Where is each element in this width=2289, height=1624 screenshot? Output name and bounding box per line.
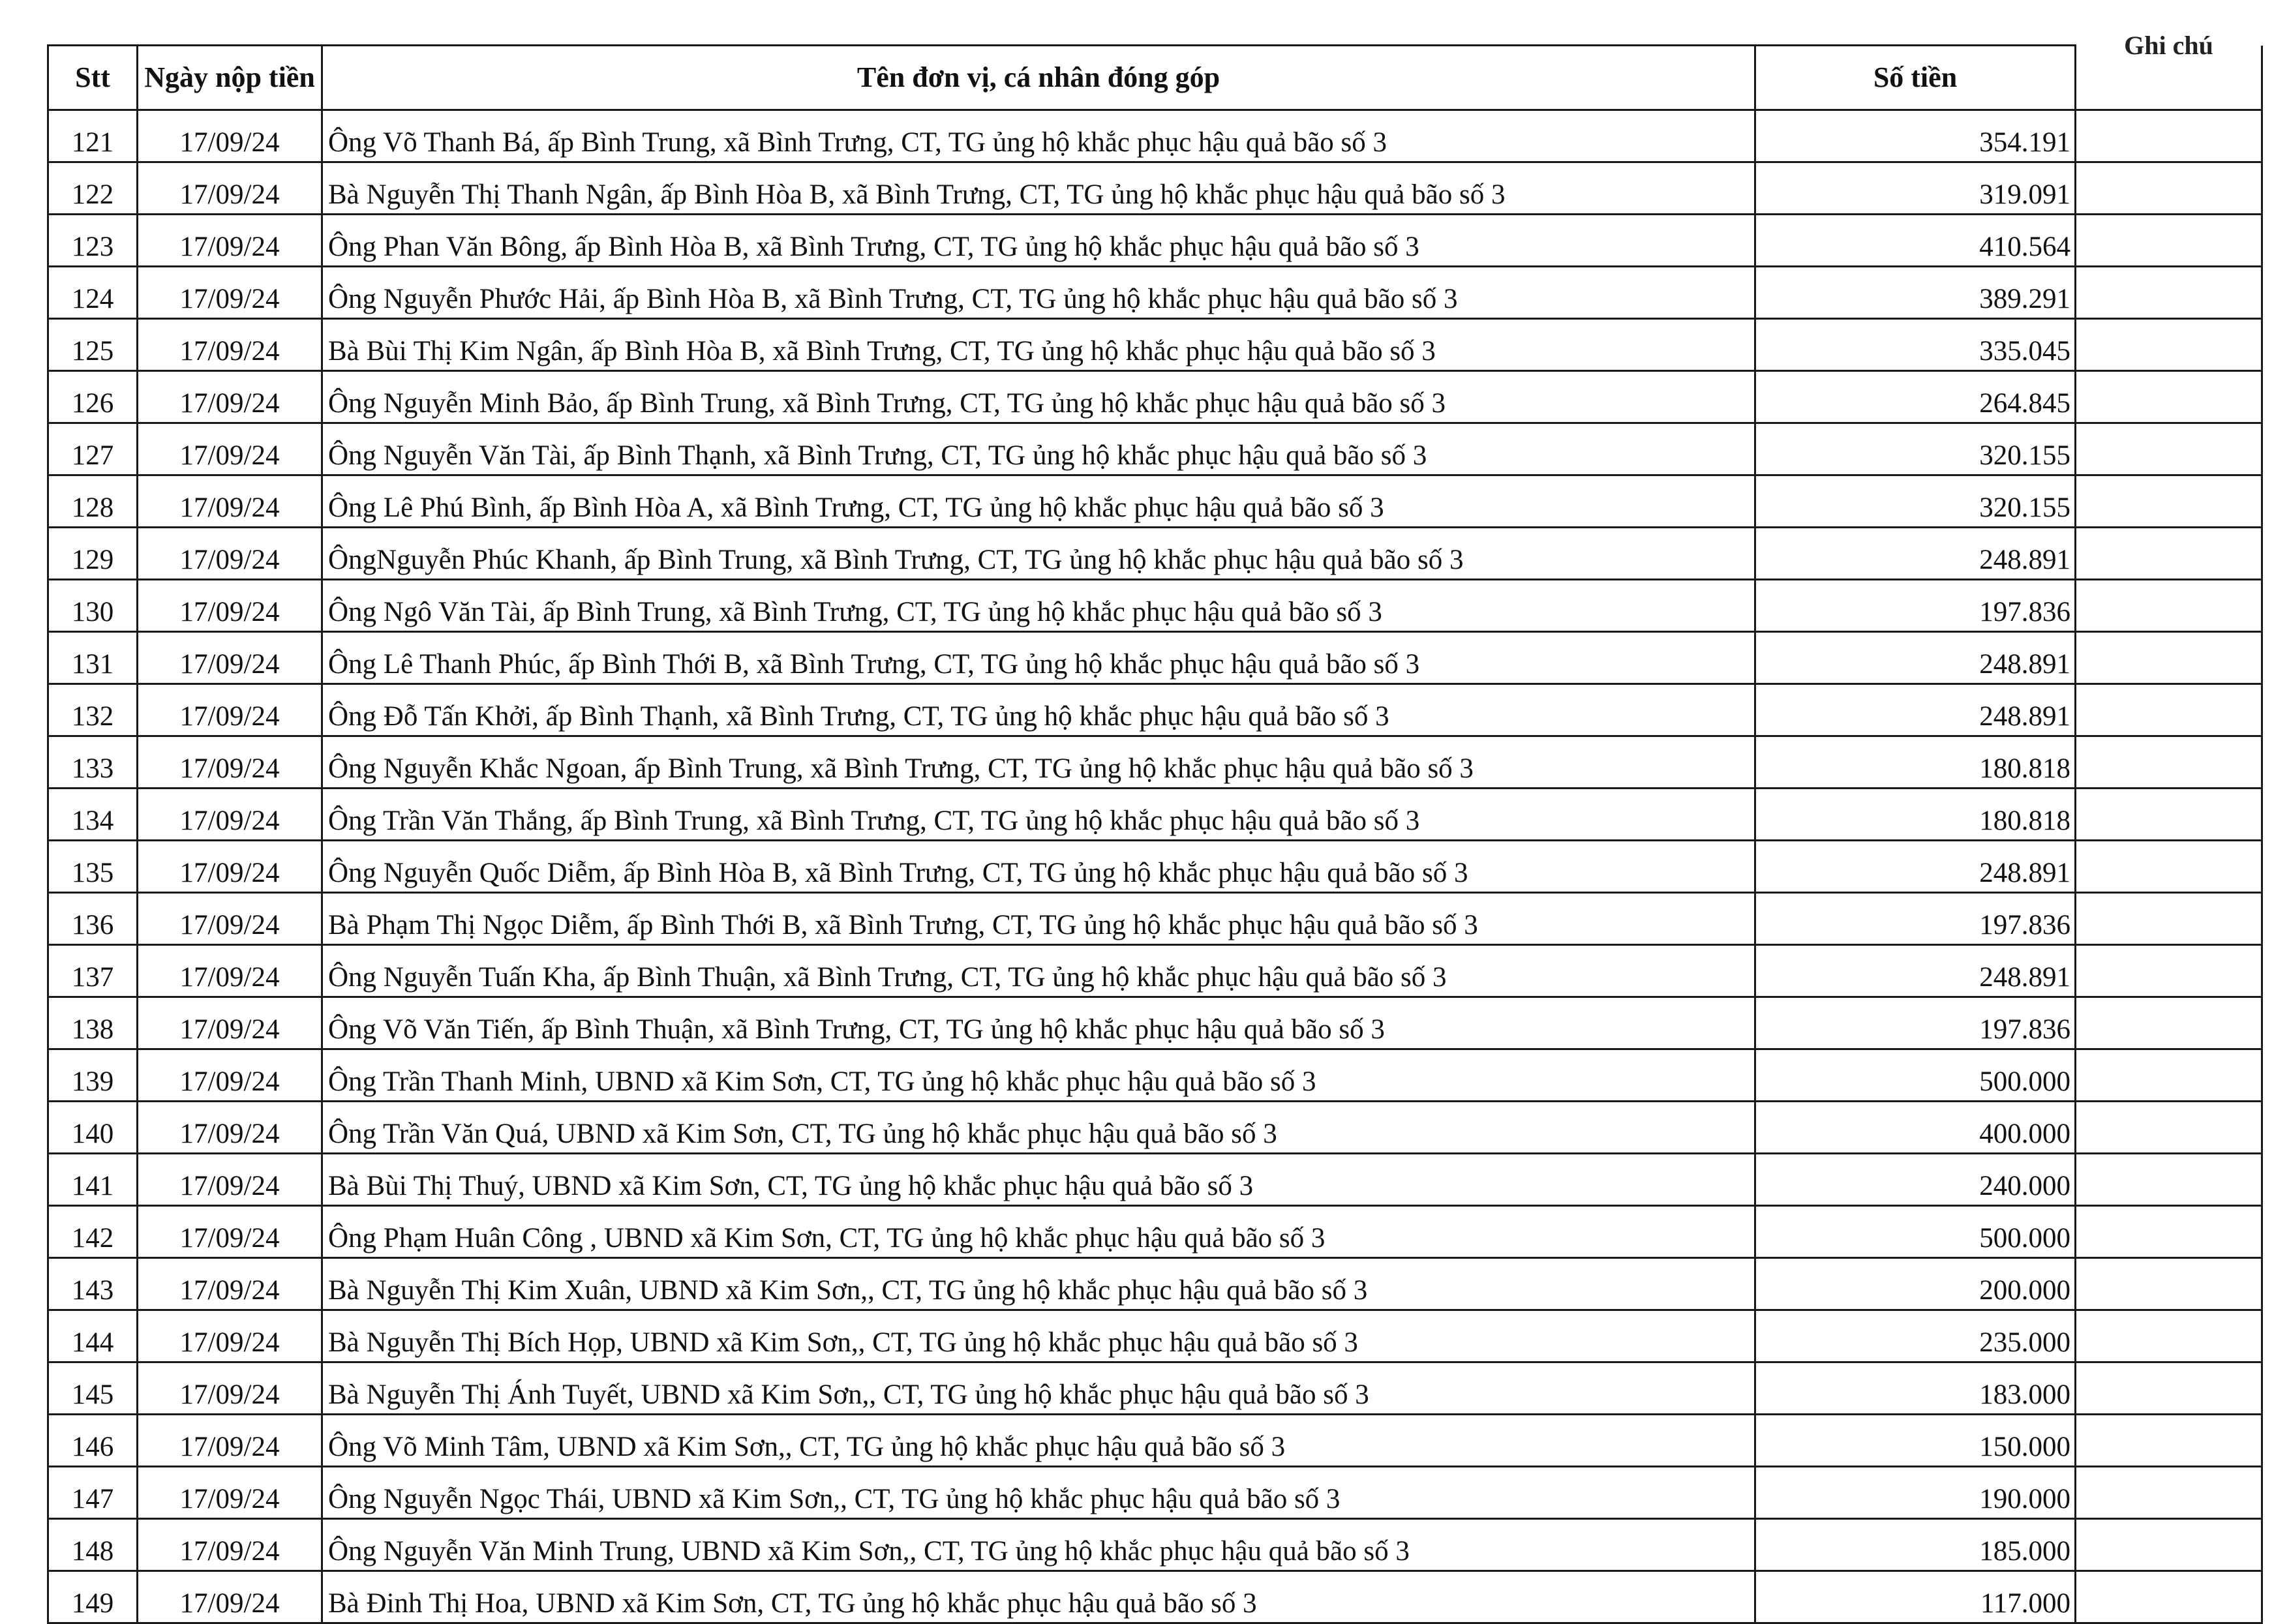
row-stt: 140 — [48, 1102, 138, 1154]
row-amount: 197.836 — [1755, 997, 2076, 1049]
table-row — [48, 580, 2262, 632]
row-name: Bà Bùi Thị Kim Ngân, ấp Bình Hòa B, xã Bình Trưng, CT, TG ủng hộ khắc phục hậu quả bão số 3 — [322, 319, 1755, 371]
row-stt: 144 — [48, 1310, 138, 1362]
row-name: Ông Võ Minh Tâm, UBND xã Kim Sơn,, CT, TG ủng hộ khắc phục hậu quả bão số 3 — [322, 1415, 1755, 1467]
row-note — [2076, 893, 2262, 945]
row-amount: 248.891 — [1755, 684, 2076, 736]
row-stt: 134 — [48, 789, 138, 841]
donation-ledger-page — [47, 30, 2261, 1624]
row-stt: 139 — [48, 1049, 138, 1102]
row-amount: 389.291 — [1755, 267, 2076, 319]
table-row — [48, 319, 2262, 371]
row-stt: 131 — [48, 632, 138, 684]
row-date: 17/09/24 — [138, 1102, 322, 1154]
row-name: Ông Nguyễn Khắc Ngoan, ấp Bình Trung, xã Bình Trưng, CT, TG ủng hộ khắc phục hậu quả bão số 3 — [322, 736, 1755, 789]
row-stt: 149 — [48, 1571, 138, 1623]
row-note — [2076, 423, 2262, 475]
row-stt: 136 — [48, 893, 138, 945]
table-row — [48, 267, 2262, 319]
row-name: Ông Nguyễn Văn Minh Trung, UBND xã Kim Sơn,, CT, TG ủng hộ khắc phục hậu quả bão số 3 — [322, 1519, 1755, 1571]
row-date: 17/09/24 — [138, 371, 322, 423]
row-name: Ông Lê Phú Bình, ấp Bình Hòa A, xã Bình Trưng, CT, TG ủng hộ khắc phục hậu quả bão số 3 — [322, 475, 1755, 528]
row-stt: 130 — [48, 580, 138, 632]
row-amount: 248.891 — [1755, 528, 2076, 580]
row-name: Ông Phan Văn Bông, ấp Bình Hòa B, xã Bình Trưng, CT, TG ủng hộ khắc phục hậu quả bão số 3 — [322, 215, 1755, 267]
table-row — [48, 1206, 2262, 1258]
row-name: Ông Nguyễn Ngọc Thái, UBND xã Kim Sơn,, CT, TG ủng hộ khắc phục hậu quả bão số 3 — [322, 1467, 1755, 1519]
table-row — [48, 632, 2262, 684]
row-stt: 143 — [48, 1258, 138, 1310]
table-row — [48, 110, 2262, 162]
row-note — [2076, 267, 2262, 319]
row-date: 17/09/24 — [138, 580, 322, 632]
header-date: Ngày nộp tiền — [138, 46, 322, 110]
row-stt: 127 — [48, 423, 138, 475]
row-note — [2076, 215, 2262, 267]
row-name: Bà Bùi Thị Thuý, UBND xã Kim Sơn, CT, TG ủng hộ khắc phục hậu quả bão số 3 — [322, 1154, 1755, 1206]
row-date: 17/09/24 — [138, 1154, 322, 1206]
table-header-row — [48, 46, 2262, 110]
row-stt: 138 — [48, 997, 138, 1049]
row-date: 17/09/24 — [138, 997, 322, 1049]
table-row — [48, 162, 2262, 215]
row-amount: 183.000 — [1755, 1362, 2076, 1415]
row-note — [2076, 1049, 2262, 1102]
table-row — [48, 475, 2262, 528]
row-note — [2076, 580, 2262, 632]
row-note — [2076, 319, 2262, 371]
row-name: Ông Trần Văn Thắng, ấp Bình Trung, xã Bình Trưng, CT, TG ủng hộ khắc phục hậu quả bão số 3 — [322, 789, 1755, 841]
row-amount: 180.818 — [1755, 736, 2076, 789]
row-date: 17/09/24 — [138, 1362, 322, 1415]
table-row — [48, 1154, 2262, 1206]
table-row — [48, 1519, 2262, 1571]
row-name: Ông Phạm Huân Công , UBND xã Kim Sơn, CT, TG ủng hộ khắc phục hậu quả bão số 3 — [322, 1206, 1755, 1258]
row-amount: 197.836 — [1755, 893, 2076, 945]
row-name: Ông Võ Văn Tiến, ấp Bình Thuận, xã Bình Trưng, CT, TG ủng hộ khắc phục hậu quả bão số 3 — [322, 997, 1755, 1049]
row-date: 17/09/24 — [138, 110, 322, 162]
row-amount: 180.818 — [1755, 789, 2076, 841]
header-note — [2076, 30, 2262, 110]
row-amount: 200.000 — [1755, 1258, 2076, 1310]
row-note — [2076, 162, 2262, 215]
table-row — [48, 841, 2262, 893]
row-stt: 141 — [48, 1154, 138, 1206]
table-row — [48, 371, 2262, 423]
row-name: Ông Nguyễn Quốc Diễm, ấp Bình Hòa B, xã Bình Trưng, CT, TG ủng hộ khắc phục hậu quả bão số 3 — [322, 841, 1755, 893]
row-stt: 142 — [48, 1206, 138, 1258]
row-amount: 248.891 — [1755, 945, 2076, 997]
row-note — [2076, 841, 2262, 893]
row-amount: 190.000 — [1755, 1467, 2076, 1519]
row-amount: 500.000 — [1755, 1206, 2076, 1258]
row-amount: 185.000 — [1755, 1519, 2076, 1571]
row-date: 17/09/24 — [138, 319, 322, 371]
table-row — [48, 1102, 2262, 1154]
row-stt: 147 — [48, 1467, 138, 1519]
row-date: 17/09/24 — [138, 528, 322, 580]
row-note — [2076, 110, 2262, 162]
row-note — [2076, 632, 2262, 684]
row-note — [2076, 528, 2262, 580]
row-date: 17/09/24 — [138, 1571, 322, 1623]
row-date: 17/09/24 — [138, 1258, 322, 1310]
row-name: Bà Nguyễn Thị Thanh Ngân, ấp Bình Hòa B, xã Bình Trưng, CT, TG ủng hộ khắc phục hậu quả bão số 3 — [322, 162, 1755, 215]
table-row — [48, 423, 2262, 475]
row-name: Bà Nguyễn Thị Ánh Tuyết, UBND xã Kim Sơn,, CT, TG ủng hộ khắc phục hậu quả bão số 3 — [322, 1362, 1755, 1415]
table-row — [48, 997, 2262, 1049]
table-row — [48, 1310, 2262, 1362]
row-amount: 410.564 — [1755, 215, 2076, 267]
row-name: Ông Ngô Văn Tài, ấp Bình Trung, xã Bình Trưng, CT, TG ủng hộ khắc phục hậu quả bão số 3 — [322, 580, 1755, 632]
row-date: 17/09/24 — [138, 215, 322, 267]
row-note — [2076, 736, 2262, 789]
table-row — [48, 893, 2262, 945]
row-stt: 145 — [48, 1362, 138, 1415]
row-note — [2076, 1519, 2262, 1571]
row-name: Ông Nguyễn Tuấn Kha, ấp Bình Thuận, xã Bình Trưng, CT, TG ủng hộ khắc phục hậu quả bão số 3 — [322, 945, 1755, 997]
table-row — [48, 1467, 2262, 1519]
row-stt: 126 — [48, 371, 138, 423]
row-note — [2076, 1206, 2262, 1258]
row-amount: 354.191 — [1755, 110, 2076, 162]
row-date: 17/09/24 — [138, 789, 322, 841]
row-note — [2076, 1571, 2262, 1623]
row-note — [2076, 997, 2262, 1049]
row-stt: 128 — [48, 475, 138, 528]
row-date: 17/09/24 — [138, 162, 322, 215]
row-note — [2076, 1154, 2262, 1206]
table-row — [48, 684, 2262, 736]
row-date: 17/09/24 — [138, 1310, 322, 1362]
row-stt: 146 — [48, 1415, 138, 1467]
row-stt: 121 — [48, 110, 138, 162]
header-stt: Stt — [48, 46, 138, 110]
row-name: Bà Đinh Thị Hoa, UBND xã Kim Sơn, CT, TG ủng hộ khắc phục hậu quả bão số 3 — [322, 1571, 1755, 1623]
row-name: ÔngNguyễn Phúc Khanh, ấp Bình Trung, xã Bình Trưng, CT, TG ủng hộ khắc phục hậu quả bão số 3 — [322, 528, 1755, 580]
row-stt: 133 — [48, 736, 138, 789]
row-name: Ông Nguyễn Minh Bảo, ấp Bình Trung, xã Bình Trưng, CT, TG ủng hộ khắc phục hậu quả bão số 3 — [322, 371, 1755, 423]
row-amount: 117.000 — [1755, 1571, 2076, 1623]
row-stt: 129 — [48, 528, 138, 580]
row-name: Ông Đỗ Tấn Khởi, ấp Bình Thạnh, xã Bình Trưng, CT, TG ủng hộ khắc phục hậu quả bão số 3 — [322, 684, 1755, 736]
row-note — [2076, 789, 2262, 841]
row-date: 17/09/24 — [138, 423, 322, 475]
table-body — [48, 110, 2262, 1623]
row-stt: 135 — [48, 841, 138, 893]
row-amount: 240.000 — [1755, 1154, 2076, 1206]
row-amount: 248.891 — [1755, 632, 2076, 684]
row-name: Ông Trần Thanh Minh, UBND xã Kim Sơn, CT, TG ủng hộ khắc phục hậu quả bão số 3 — [322, 1049, 1755, 1102]
row-stt: 137 — [48, 945, 138, 997]
table-row — [48, 1415, 2262, 1467]
row-note — [2076, 1102, 2262, 1154]
row-name: Bà Phạm Thị Ngọc Diễm, ấp Bình Thới B, xã Bình Trưng, CT, TG ủng hộ khắc phục hậu quả bão số 3 — [322, 893, 1755, 945]
row-name: Ông Nguyễn Văn Tài, ấp Bình Thạnh, xã Bình Trưng, CT, TG ủng hộ khắc phục hậu quả bão số 3 — [322, 423, 1755, 475]
row-note — [2076, 1362, 2262, 1415]
row-name: Ông Lê Thanh Phúc, ấp Bình Thới B, xã Bình Trưng, CT, TG ủng hộ khắc phục hậu quả bão số 3 — [322, 632, 1755, 684]
row-stt: 124 — [48, 267, 138, 319]
table-row — [48, 945, 2262, 997]
row-date: 17/09/24 — [138, 1467, 322, 1519]
row-date: 17/09/24 — [138, 475, 322, 528]
row-note — [2076, 1310, 2262, 1362]
row-date: 17/09/24 — [138, 1049, 322, 1102]
row-amount: 197.836 — [1755, 580, 2076, 632]
donation-table — [47, 30, 2263, 1624]
row-name: Ông Trần Văn Quá, UBND xã Kim Sơn, CT, TG ủng hộ khắc phục hậu quả bão số 3 — [322, 1102, 1755, 1154]
row-date: 17/09/24 — [138, 1415, 322, 1467]
row-amount: 320.155 — [1755, 475, 2076, 528]
table-row — [48, 215, 2262, 267]
row-amount: 335.045 — [1755, 319, 2076, 371]
row-amount: 320.155 — [1755, 423, 2076, 475]
row-date: 17/09/24 — [138, 1519, 322, 1571]
row-name: Ông Nguyễn Phước Hải, ấp Bình Hòa B, xã Bình Trưng, CT, TG ủng hộ khắc phục hậu quả bão số 3 — [322, 267, 1755, 319]
row-date: 17/09/24 — [138, 684, 322, 736]
table-row — [48, 1258, 2262, 1310]
row-name: Bà Nguyễn Thị Kim Xuân, UBND xã Kim Sơn,, CT, TG ủng hộ khắc phục hậu quả bão số 3 — [322, 1258, 1755, 1310]
table-row — [48, 789, 2262, 841]
row-date: 17/09/24 — [138, 736, 322, 789]
row-note — [2076, 684, 2262, 736]
table-row — [48, 528, 2262, 580]
row-date: 17/09/24 — [138, 893, 322, 945]
row-date: 17/09/24 — [138, 945, 322, 997]
row-date: 17/09/24 — [138, 1206, 322, 1258]
row-note — [2076, 1467, 2262, 1519]
row-stt: 122 — [48, 162, 138, 215]
header-name: Tên đơn vị, cá nhân đóng góp — [322, 46, 1755, 110]
row-amount: 319.091 — [1755, 162, 2076, 215]
row-amount: 235.000 — [1755, 1310, 2076, 1362]
row-date: 17/09/24 — [138, 632, 322, 684]
row-name: Bà Nguyễn Thị Bích Họp, UBND xã Kim Sơn,, CT, TG ủng hộ khắc phục hậu quả bão số 3 — [322, 1310, 1755, 1362]
header-amount: Số tiền — [1755, 46, 2076, 110]
header-note-label: Ghi chú — [2124, 30, 2213, 60]
row-note — [2076, 945, 2262, 997]
table-row — [48, 736, 2262, 789]
row-note — [2076, 371, 2262, 423]
table-row — [48, 1571, 2262, 1623]
row-note — [2076, 1415, 2262, 1467]
row-stt: 148 — [48, 1519, 138, 1571]
row-amount: 248.891 — [1755, 841, 2076, 893]
row-date: 17/09/24 — [138, 841, 322, 893]
row-amount: 500.000 — [1755, 1049, 2076, 1102]
table-row — [48, 1362, 2262, 1415]
row-stt: 132 — [48, 684, 138, 736]
row-note — [2076, 475, 2262, 528]
row-amount: 150.000 — [1755, 1415, 2076, 1467]
row-note — [2076, 1258, 2262, 1310]
row-amount: 264.845 — [1755, 371, 2076, 423]
row-name: Ông Võ Thanh Bá, ấp Bình Trung, xã Bình Trưng, CT, TG ủng hộ khắc phục hậu quả bão số 3 — [322, 110, 1755, 162]
table-row — [48, 1049, 2262, 1102]
row-stt: 125 — [48, 319, 138, 371]
row-date: 17/09/24 — [138, 267, 322, 319]
row-stt: 123 — [48, 215, 138, 267]
row-amount: 400.000 — [1755, 1102, 2076, 1154]
